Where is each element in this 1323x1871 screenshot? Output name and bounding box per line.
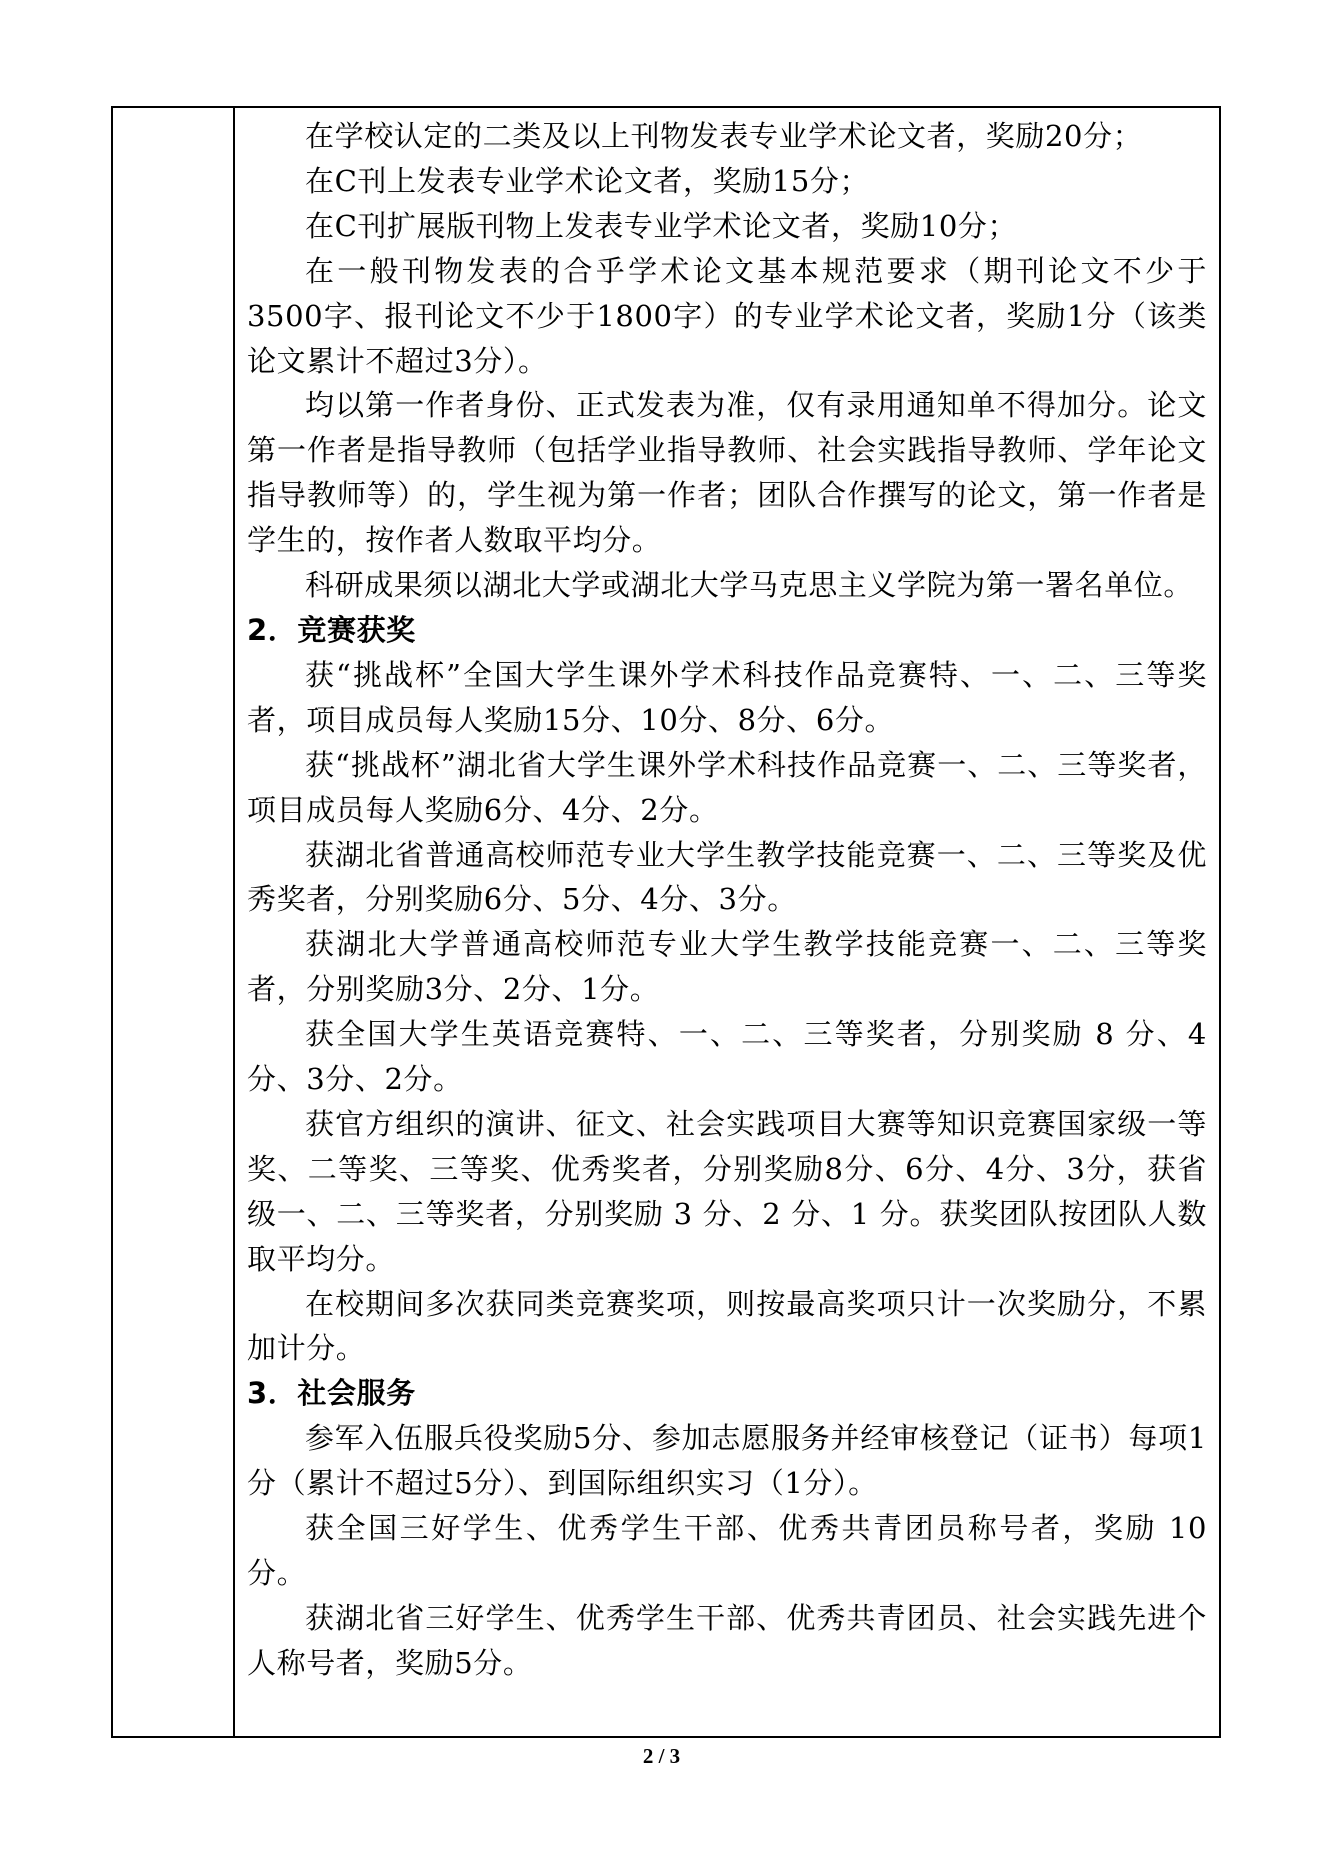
document-table	[111, 106, 1221, 1738]
paragraph: 参军入伍服兵役奖励5分、参加志愿服务并经审核登记（证书）每项1分（累计不超过5分）、到国际组织实习（1分）。	[247, 1421, 1207, 1501]
paragraph: 获湖北省普通高校师范专业大学生教学技能竞赛一、二、三等奖及优秀奖者，分别奖励6分、5分、4分、3分。	[247, 837, 1207, 917]
paragraph: 获湖北省三好学生、优秀学生干部、优秀共青团员、社会实践先进个人称号者，奖励5分。	[247, 1600, 1207, 1680]
paragraph: 在C刊扩展版刊物上发表专业学术论文者，奖励10分；	[305, 208, 1018, 243]
paragraph: 在一般刊物发表的合乎学术论文基本规范要求（期刊论文不少于3500字、报刊论文不少于1800字）的专业学术论文者，奖励1分（该类论文累计不超过3分）。	[247, 253, 1207, 378]
table-content-cell	[235, 108, 1219, 1736]
paragraph: 获全国大学生英语竞赛特、一、二、三等奖者，分别奖励 8 分、4分、3分、2分。	[247, 1017, 1207, 1097]
paragraph: 均以第一作者身份、正式发表为准，仅有录用通知单不得加分。论文第一作者是指导教师（包括学业指导教师、社会实践指导教师、学年论文指导教师等）的，学生视为第一作者；团队合作撰写的论文，第一作者是学生的，按作者人数取平均分。	[247, 388, 1207, 558]
paragraph: 在C刊上发表专业学术论文者，奖励15分；	[305, 163, 870, 198]
paragraph: 获官方组织的演讲、征文、社会实践项目大赛等知识竞赛国家级一等奖、二等奖、三等奖、优秀奖者，分别奖励8分、6分、4分、3分，获省级一、二、三等奖者，分别奖励 3 分、2 分、1 分。获奖团队按团队人数取平均分。	[247, 1106, 1207, 1276]
paragraph: 在校期间多次获同类竞赛奖项，则按最高奖项只计一次奖励分，不累加计分。	[247, 1286, 1207, 1366]
paragraph: 获全国三好学生、优秀学生干部、优秀共青团员称号者，奖励 10分。	[247, 1511, 1207, 1590]
page-number: 2 / 3	[642, 1744, 681, 1768]
paragraph: 获“挑战杯”湖北省大学生课外学术科技作品竞赛一、二、三等奖者，项目成员每人奖励6分、4分、2分。	[247, 747, 1207, 827]
paragraph: 获“挑战杯”全国大学生课外学术科技作品竞赛特、一、二、三等奖者，项目成员每人奖励15分、10分、8分、6分。	[247, 657, 1207, 737]
paragraph: 获湖北大学普通高校师范专业大学生教学技能竞赛一、二、三等奖者，分别奖励3分、2分、1分。	[247, 927, 1207, 1007]
section-heading: 3．社会服务	[247, 1376, 416, 1411]
paragraph: 科研成果须以湖北大学或湖北大学马克思主义学院为第一署名单位。	[305, 568, 1194, 603]
table-left-cell	[113, 108, 235, 1736]
paragraph: 在学校认定的二类及以上刊物发表专业学术论文者，奖励20分；	[305, 119, 1143, 153]
section-heading: 2．竞赛获奖	[247, 612, 416, 647]
